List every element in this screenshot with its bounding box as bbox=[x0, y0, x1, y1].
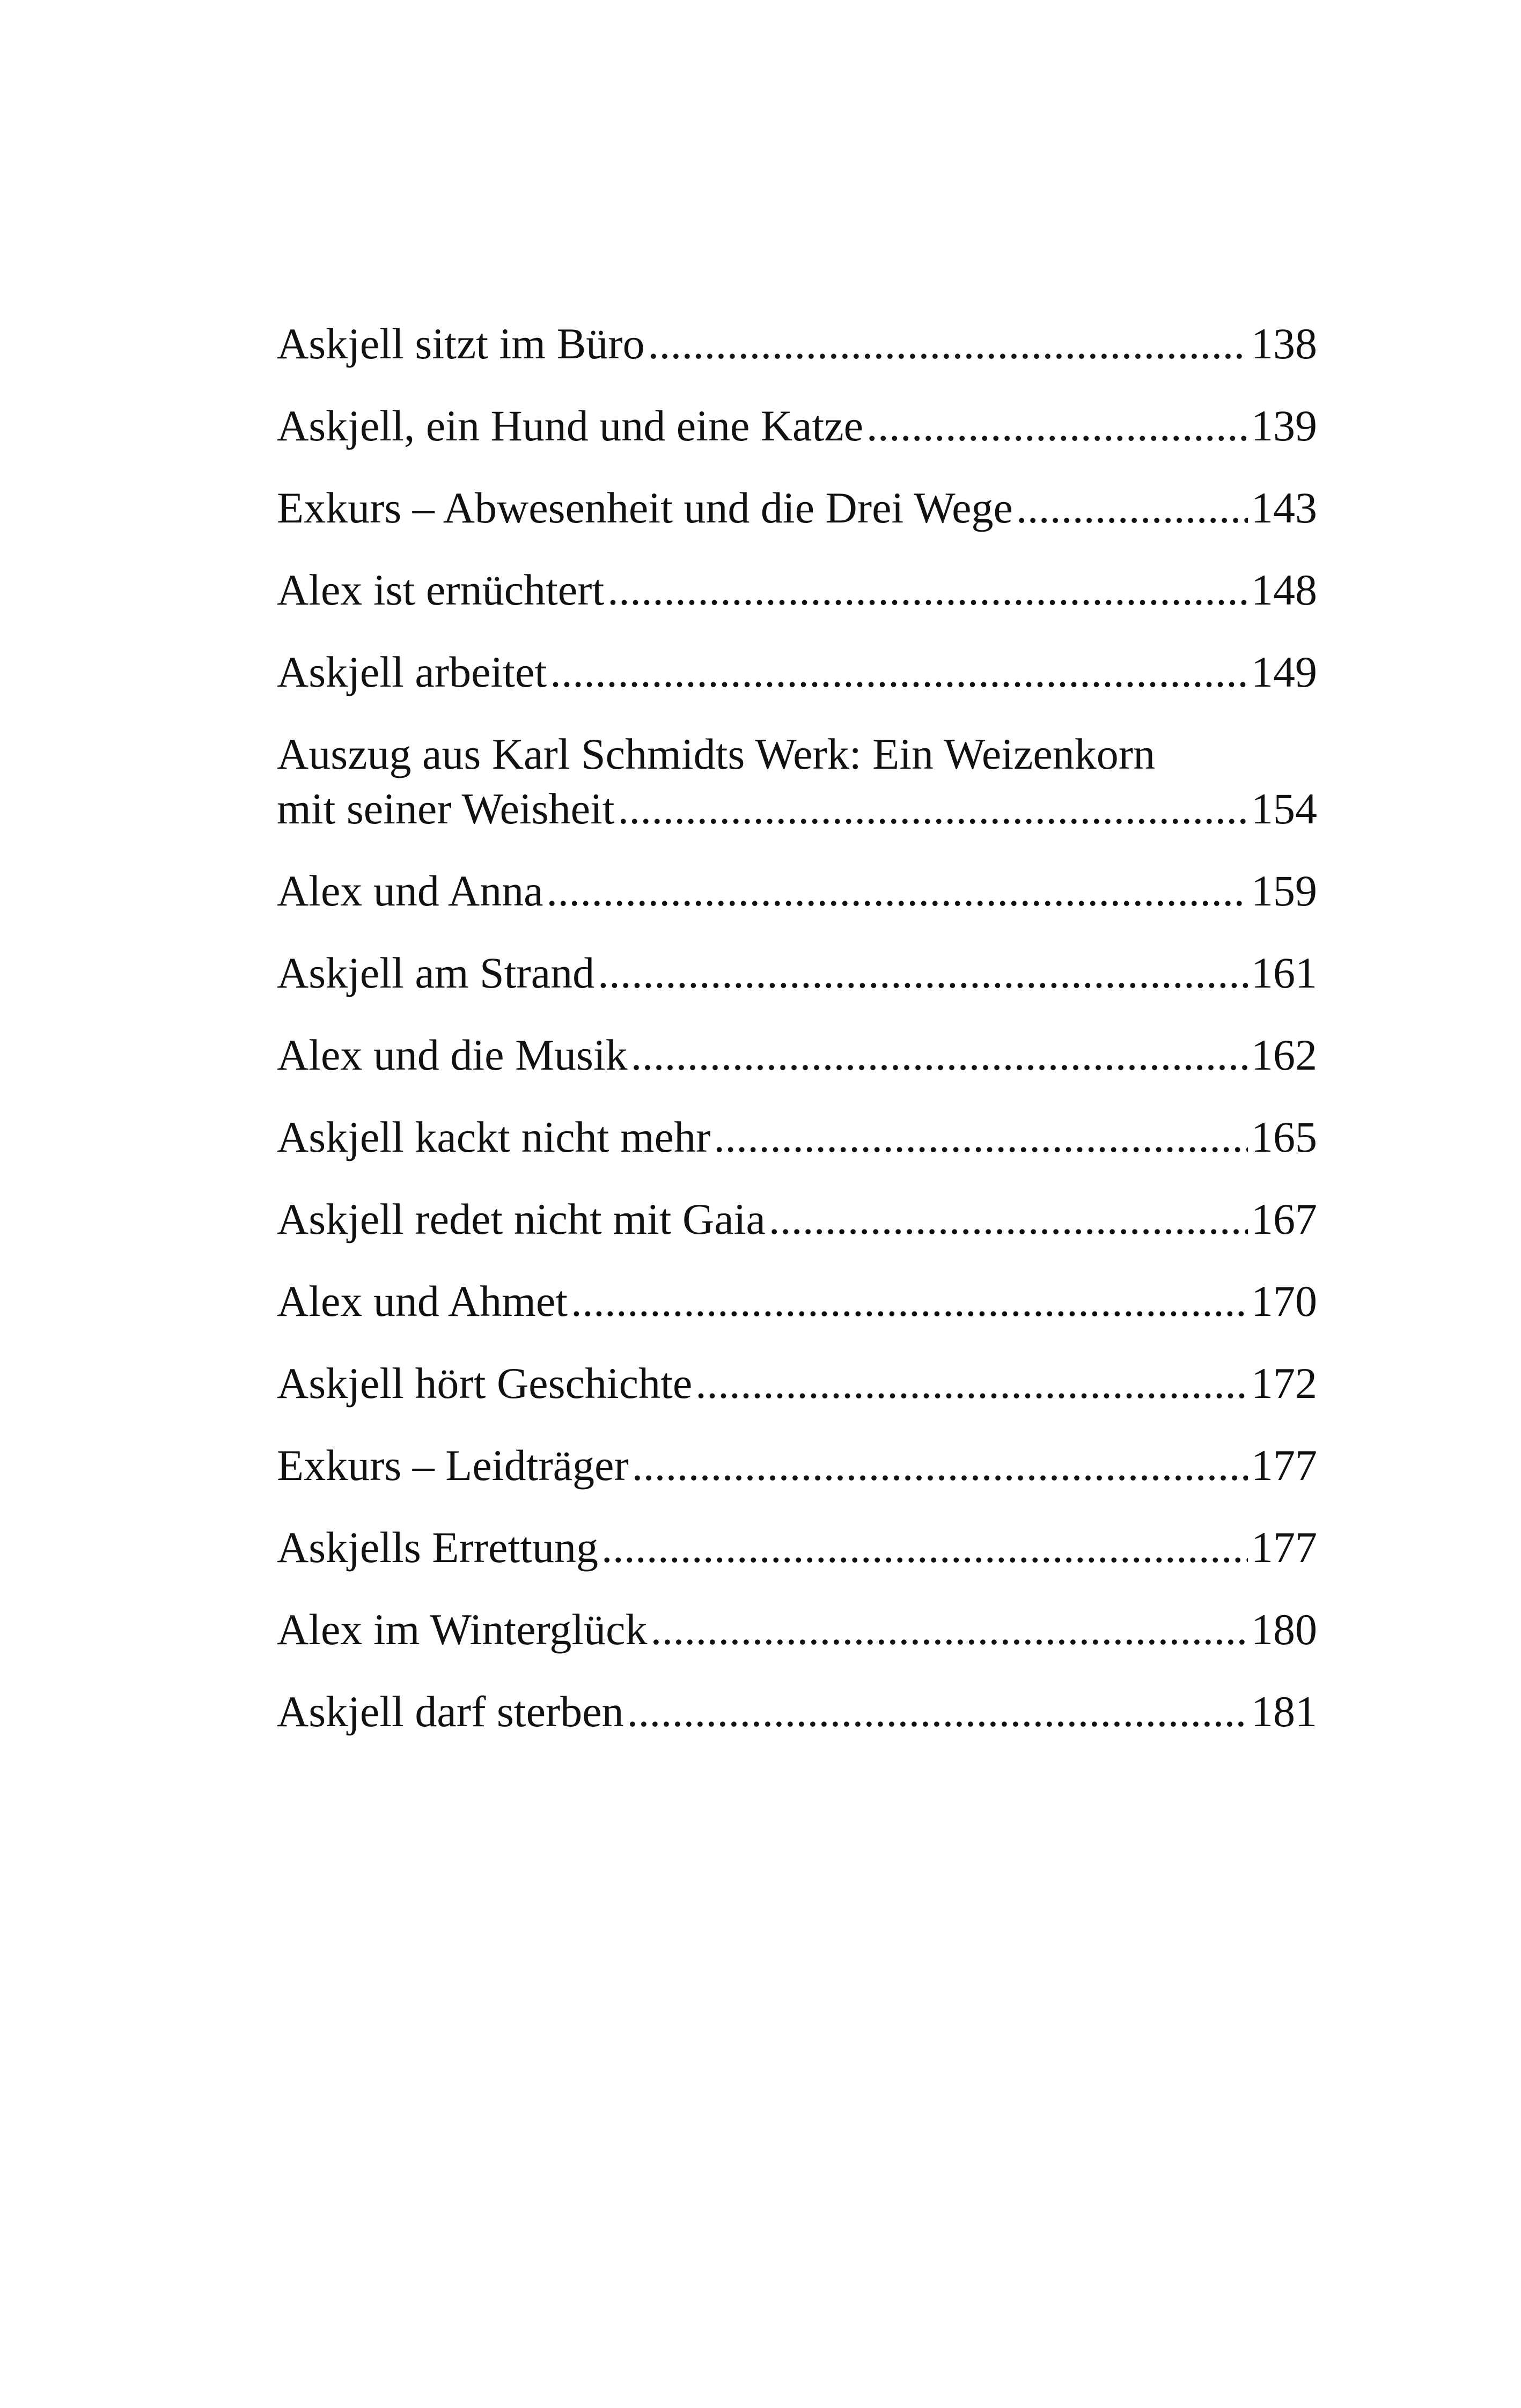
toc-line bbox=[277, 1356, 1317, 1411]
toc-entry-title: Exkurs – Leidträger bbox=[277, 1441, 629, 1490]
toc-entry-title: Askjell arbeitet bbox=[277, 647, 547, 696]
toc-dot-leader bbox=[648, 316, 1248, 371]
toc-entry[interactable] bbox=[277, 1192, 1317, 1247]
toc-entry[interactable] bbox=[277, 1602, 1317, 1657]
toc-dot-leader bbox=[632, 1438, 1248, 1493]
toc-line bbox=[277, 399, 1317, 453]
toc-entry[interactable] bbox=[277, 1438, 1317, 1493]
toc-line bbox=[277, 645, 1317, 699]
toc-entry-page: 149 bbox=[1251, 647, 1317, 696]
toc-dot-leader bbox=[695, 1356, 1248, 1411]
toc-entry-title: Alex im Winterglück bbox=[277, 1605, 648, 1654]
toc-line bbox=[277, 316, 1317, 371]
toc-dot-leader bbox=[631, 1028, 1248, 1083]
toc-dot-leader bbox=[618, 782, 1248, 836]
toc-entry[interactable] bbox=[277, 1110, 1317, 1165]
toc-entry[interactable] bbox=[277, 1356, 1317, 1411]
toc-dot-leader bbox=[714, 1110, 1248, 1165]
toc-dot-leader bbox=[571, 1274, 1248, 1329]
toc-line bbox=[277, 1028, 1317, 1083]
toc-line bbox=[277, 1520, 1317, 1575]
toc-entry-page: 159 bbox=[1251, 866, 1317, 915]
toc-entry-title: Askjell darf sterben bbox=[277, 1687, 624, 1736]
toc-entry[interactable] bbox=[277, 727, 1317, 836]
toc-dot-leader bbox=[601, 1520, 1248, 1575]
toc-entry-page: 138 bbox=[1251, 319, 1317, 368]
toc-dot-leader bbox=[598, 946, 1248, 1000]
toc-dot-leader bbox=[546, 864, 1248, 918]
toc-line bbox=[277, 1110, 1317, 1165]
toc-line bbox=[277, 481, 1317, 535]
toc-entry[interactable] bbox=[277, 1520, 1317, 1575]
toc-entry[interactable] bbox=[277, 399, 1317, 453]
toc-entry-page: 172 bbox=[1251, 1359, 1317, 1408]
table-of-contents bbox=[277, 316, 1317, 1766]
toc-entry-title: Alex und Anna bbox=[277, 866, 543, 915]
toc-entry-title: Askjell hört Geschichte bbox=[277, 1359, 693, 1408]
toc-entry-page: 154 bbox=[1251, 784, 1317, 833]
toc-dot-leader bbox=[866, 399, 1248, 453]
toc-entry-page: 162 bbox=[1251, 1030, 1317, 1079]
toc-dot-leader bbox=[769, 1192, 1248, 1247]
toc-entry[interactable] bbox=[277, 1274, 1317, 1329]
toc-entry-title-line1: Auszug aus Karl Schmidts Werk: Ein Weizenkorn bbox=[277, 730, 1156, 778]
toc-entry-title: Alex ist ernüchtert bbox=[277, 565, 605, 614]
toc-entry-title: mit seiner Weisheit bbox=[277, 784, 615, 833]
toc-entry-page: 143 bbox=[1251, 483, 1317, 532]
toc-entry-page: 170 bbox=[1251, 1277, 1317, 1325]
toc-entry[interactable] bbox=[277, 316, 1317, 371]
toc-entry-page: 165 bbox=[1251, 1113, 1317, 1161]
toc-dot-leader bbox=[1016, 481, 1248, 535]
toc-entry-page: 148 bbox=[1251, 565, 1317, 614]
toc-entry-title: Askjell kackt nicht mehr bbox=[277, 1113, 711, 1161]
toc-entry[interactable] bbox=[277, 946, 1317, 1000]
toc-entry-page: 181 bbox=[1251, 1687, 1317, 1736]
toc-entry[interactable] bbox=[277, 645, 1317, 699]
toc-entry-title: Askjell, ein Hund und eine Katze bbox=[277, 401, 864, 450]
toc-dot-leader bbox=[607, 563, 1248, 617]
toc-line bbox=[277, 1684, 1317, 1739]
toc-line bbox=[277, 946, 1317, 1000]
toc-line bbox=[277, 1438, 1317, 1493]
toc-entry-title: Askjells Errettung bbox=[277, 1523, 598, 1572]
toc-entry-page: 161 bbox=[1251, 948, 1317, 997]
toc-entry-page: 139 bbox=[1251, 401, 1317, 450]
toc-entry-page: 177 bbox=[1251, 1523, 1317, 1572]
toc-entry-page: 180 bbox=[1251, 1605, 1317, 1654]
toc-entry[interactable] bbox=[277, 864, 1317, 918]
toc-entry[interactable] bbox=[277, 1684, 1317, 1739]
toc-entry-title: Askjell redet nicht mit Gaia bbox=[277, 1195, 766, 1243]
toc-entry[interactable] bbox=[277, 1028, 1317, 1083]
toc-entry[interactable] bbox=[277, 563, 1317, 617]
toc-entry[interactable] bbox=[277, 481, 1317, 535]
toc-dot-leader bbox=[651, 1602, 1248, 1657]
toc-entry-title: Askjell am Strand bbox=[277, 948, 595, 997]
toc-line bbox=[277, 782, 1317, 836]
toc-line bbox=[277, 1602, 1317, 1657]
toc-entry-title: Alex und Ahmet bbox=[277, 1277, 568, 1325]
toc-line bbox=[277, 1274, 1317, 1329]
toc-entry-page: 167 bbox=[1251, 1195, 1317, 1243]
toc-line bbox=[277, 1192, 1317, 1247]
toc-entry-title: Exkurs – Abwesenheit und die Drei Wege bbox=[277, 483, 1013, 532]
toc-entry-title: Alex und die Musik bbox=[277, 1030, 628, 1079]
toc-entry-title: Askjell sitzt im Büro bbox=[277, 319, 645, 368]
toc-dot-leader bbox=[550, 645, 1248, 699]
toc-line bbox=[277, 864, 1317, 918]
toc-dot-leader bbox=[627, 1684, 1248, 1739]
toc-entry-page: 177 bbox=[1251, 1441, 1317, 1490]
toc-line bbox=[277, 563, 1317, 617]
